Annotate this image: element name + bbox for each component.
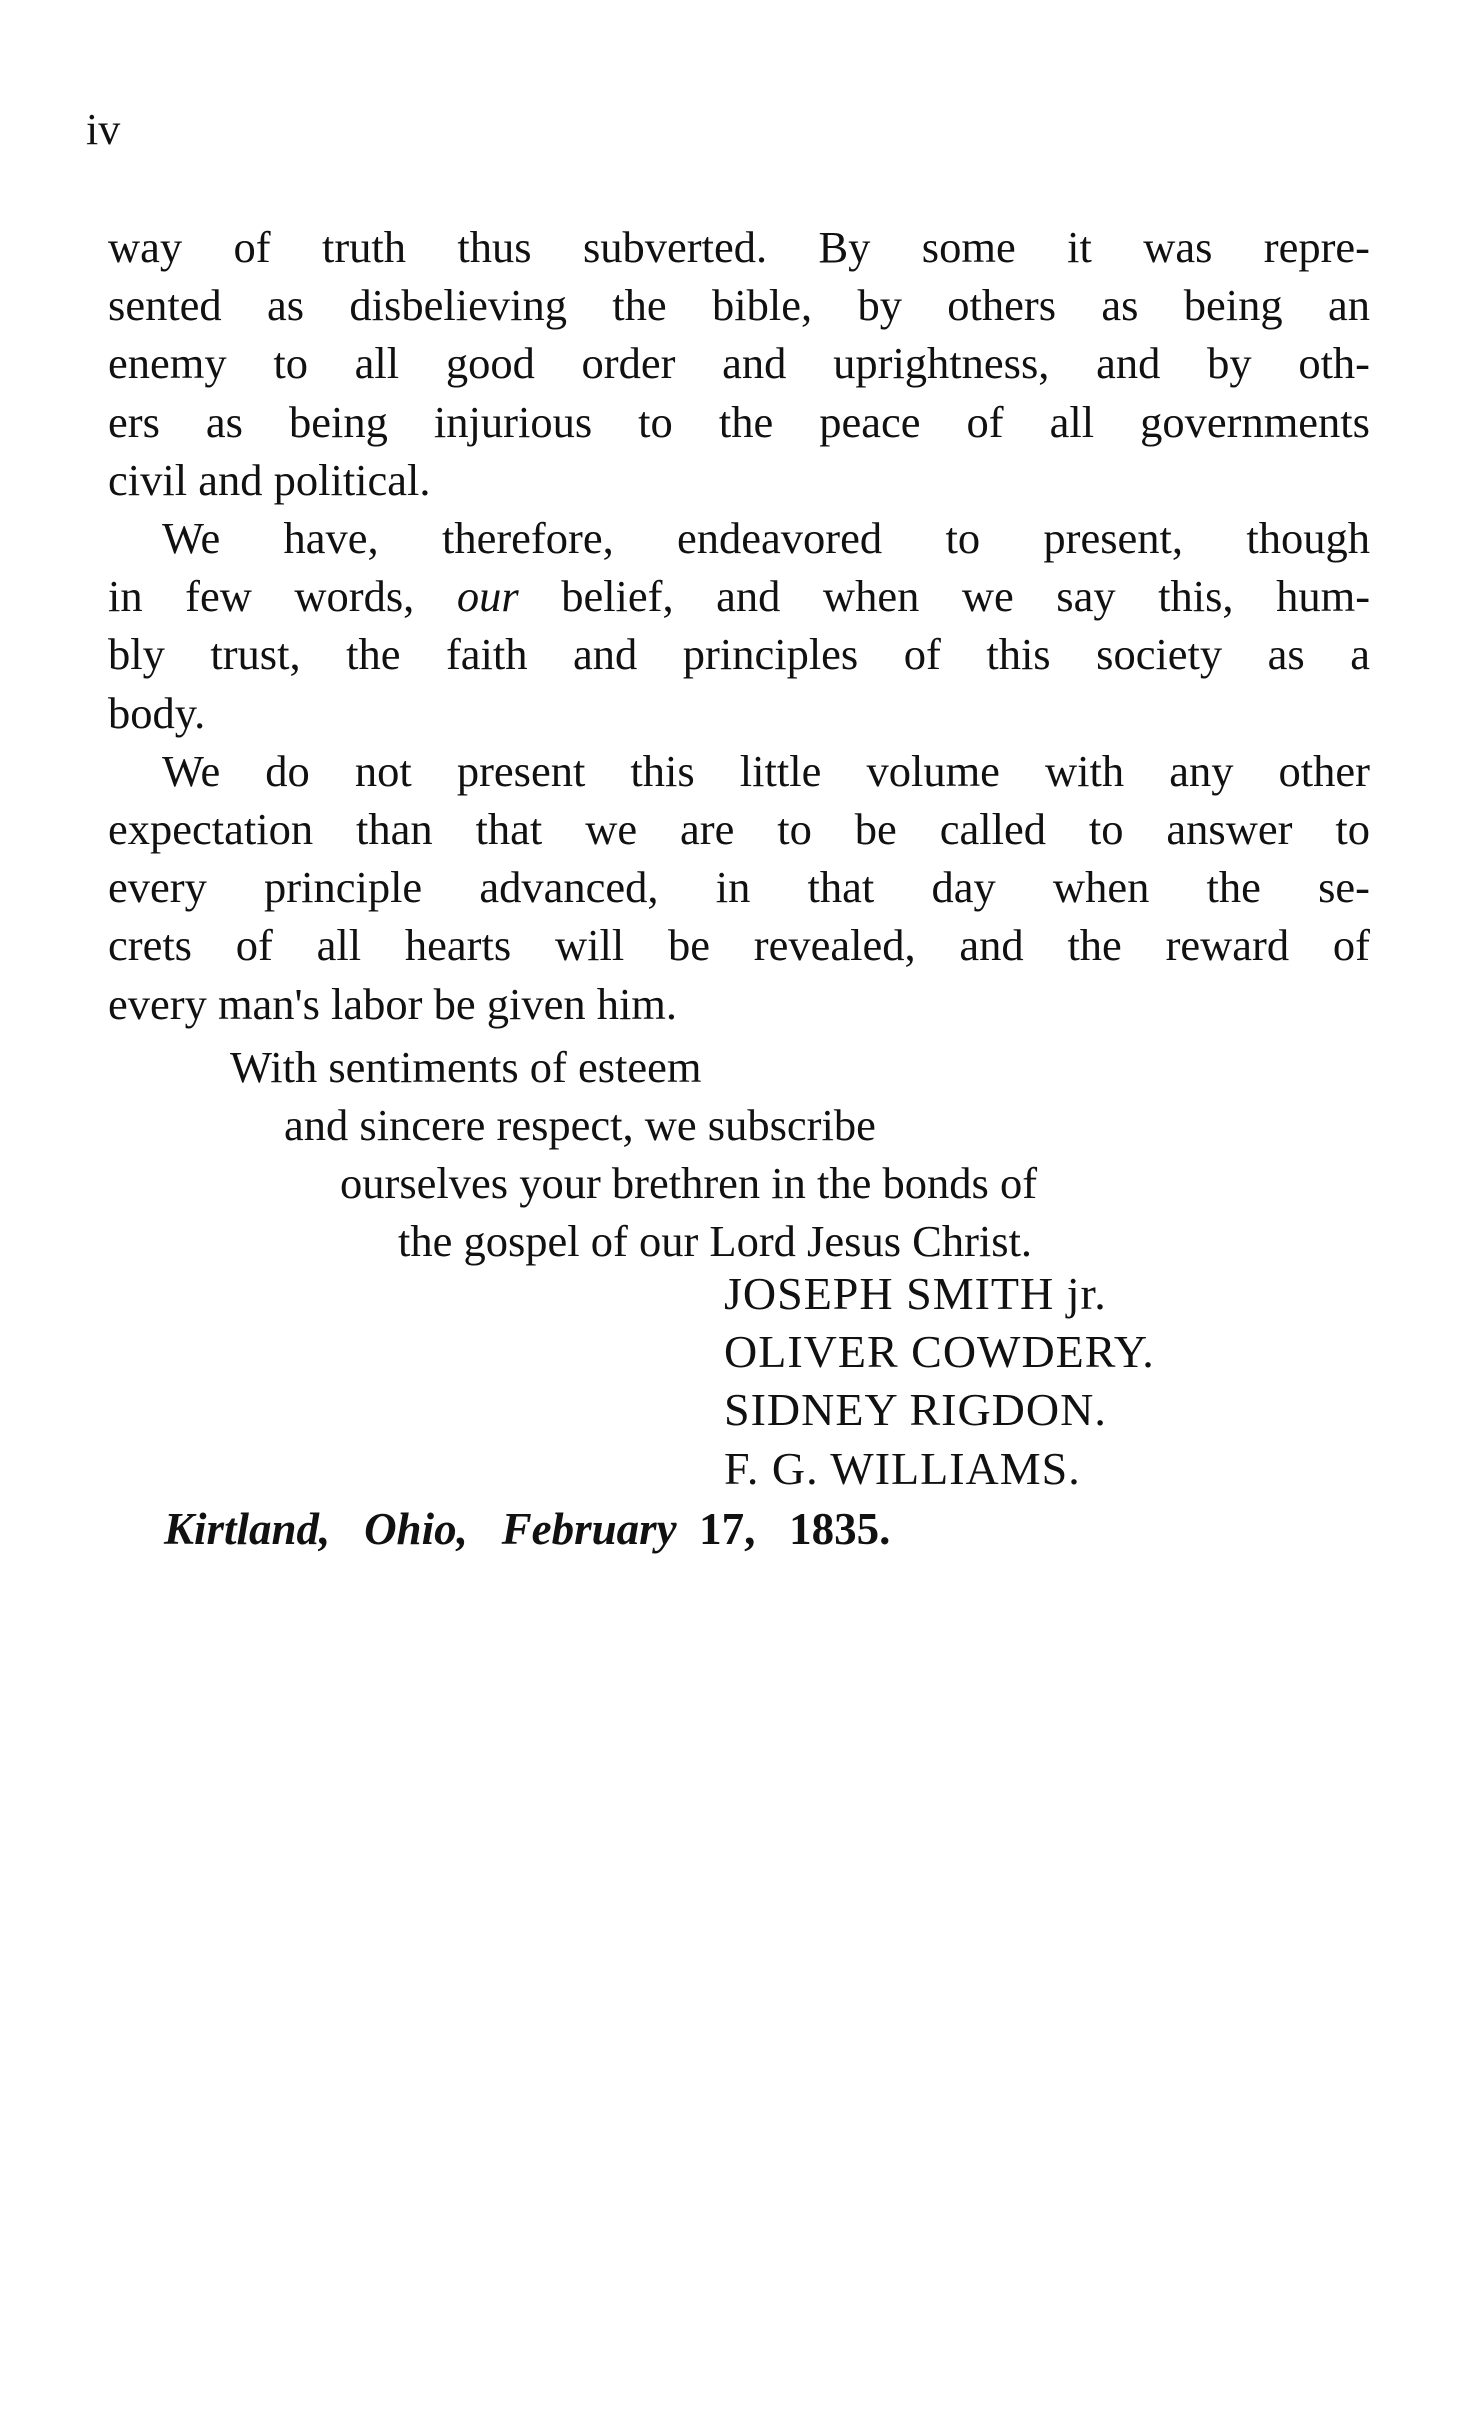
text-line: ers as being injurious to the peace of all governments bbox=[108, 396, 1370, 447]
dateline-state: Ohio, bbox=[364, 1504, 468, 1554]
text-run: in few words, bbox=[108, 571, 457, 622]
dateline-year: 1835. bbox=[789, 1504, 891, 1554]
closing-line: With sentiments of esteem bbox=[230, 1042, 702, 1092]
text-line-emphasis bbox=[108, 567, 1370, 625]
text-line: sented as disbelieving the bible, by others as being an bbox=[108, 280, 1370, 331]
text-line: every principle advanced, in that day when the se- bbox=[108, 862, 1370, 913]
signature-name: SIDNEY RIGDON. bbox=[724, 1384, 1107, 1436]
page-number: iv bbox=[86, 105, 121, 154]
dateline bbox=[164, 1500, 890, 1558]
signature-name: OLIVER COWDERY. bbox=[724, 1326, 1155, 1378]
text-line: body. bbox=[108, 687, 206, 738]
dateline-place: Kirtland, bbox=[164, 1504, 331, 1554]
text-line: bly trust, the faith and principles of this society as a bbox=[108, 629, 1370, 680]
text-line: We have, therefore, endeavored to present, though bbox=[162, 513, 1370, 564]
closing-line: the gospel of our Lord Jesus Christ. bbox=[398, 1216, 1033, 1266]
signature-block bbox=[724, 1265, 1155, 1498]
text-line: way of truth thus subverted. By some it was repre- bbox=[108, 222, 1370, 272]
body-text bbox=[108, 218, 1370, 1033]
closing-line: ourselves your brethren in the bonds of bbox=[340, 1158, 1038, 1208]
paragraph-1 bbox=[108, 218, 1370, 509]
emphasis-text: our bbox=[456, 571, 519, 622]
signature-name: F. G. WILLIAMS. bbox=[724, 1442, 1081, 1494]
text-line: enemy to all good order and uprightness, and by oth- bbox=[108, 338, 1370, 389]
paragraph-2 bbox=[108, 509, 1370, 742]
signature-name: JOSEPH SMITH jr. bbox=[724, 1268, 1107, 1319]
closing-line: and sincere respect, we subscribe bbox=[284, 1100, 876, 1150]
text-line: expectation than that we are to be called to answer to bbox=[108, 804, 1370, 855]
text-line: every man's labor be given him. bbox=[108, 978, 678, 1029]
text-line: We do not present this little volume with any other bbox=[162, 745, 1370, 796]
paragraph-3 bbox=[108, 742, 1370, 1033]
dateline-month: February bbox=[501, 1504, 677, 1554]
text-line: civil and political. bbox=[108, 454, 431, 505]
text-run: belief, and when we say this, hum- bbox=[518, 571, 1371, 622]
dateline-day: 17, bbox=[699, 1504, 756, 1554]
text-line: crets of all hearts will be revealed, and the reward of bbox=[108, 920, 1370, 971]
